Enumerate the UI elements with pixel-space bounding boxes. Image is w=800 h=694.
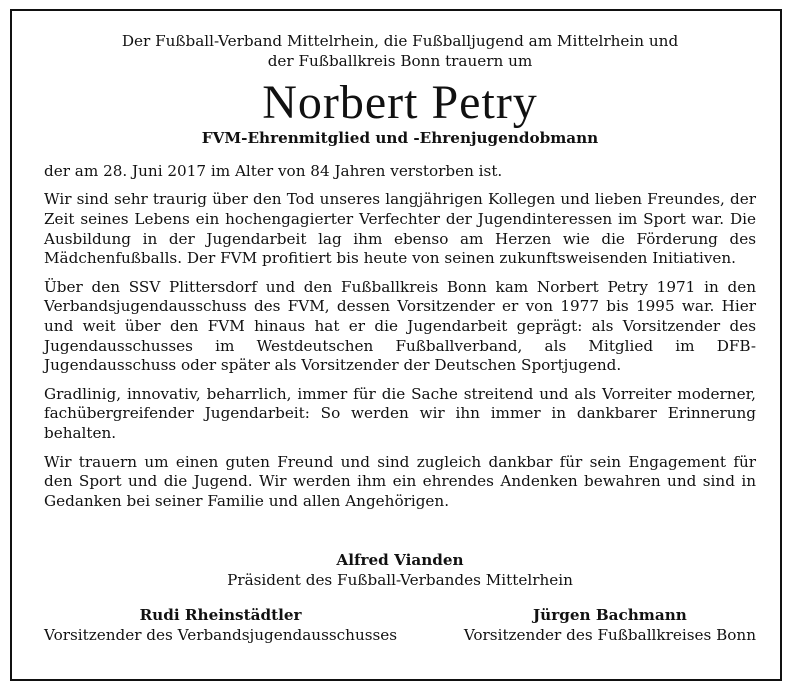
paragraph-tribute: Wir sind sehr traurig über den Tod unseres langjährigen Kollegen und lieben Freundes, der Zeit seines Lebens ein hochengagierter Verfechter der Jugendinteressen im Sport war. Die Ausbildung in der Jugendarbeit lag ihm ebenso am Herzen wie die Förderung des Mädchenfußballs. Der FVM profitiert bis heute von seinen zukunftsweisenden Initiativen. bbox=[44, 190, 756, 268]
signature-right-role: Vorsitzender des Fußballkreises Bonn bbox=[463, 626, 756, 645]
intro-line-1: Der Fußball-Verband Mittelrhein, die Fußballjugend am Mittelrhein und bbox=[121, 32, 679, 50]
signature-right bbox=[464, 606, 756, 645]
signature-main-name: Alfred Vianden bbox=[336, 551, 464, 570]
signature-main bbox=[44, 551, 756, 590]
intro-line-2: der Fußballkreis Bonn trauern um bbox=[267, 51, 533, 70]
signature-main-role: Präsident des Fußball-Verbandes Mittelrhein bbox=[227, 570, 573, 589]
deceased-title: FVM-Ehrenmitglied und -Ehrenjugendobmann bbox=[201, 129, 599, 148]
paragraph-career: Über den SSV Plittersdorf und den Fußballkreis Bonn kam Norbert Petry 1971 in den Verbandsjugendausschuss des FVM, dessen Vorsitzender er von 1977 bis 1995 war. Hier und weit über den FVM hinaus hat er die Jugendarbeit geprägt: als Vorsitzender des Jugendausschusses im Westdeutschen Fußballverband, als Mitglied im DFB-Jugendausschuss oder später als Vorsitzender der Deutschen Sportjugend. bbox=[44, 277, 756, 375]
paragraph-remembrance: Gradlinig, innovativ, beharrlich, immer für die Sache streitend und als Vorreiter moderner, fachübergreifender Jugendarbeit: So werden wir ihn immer in dankbarer Erinnerung behalten. bbox=[44, 384, 756, 442]
signature-left-role: Vorsitzender des Verbandsjugendausschusses bbox=[44, 626, 398, 645]
deceased-name: Norbert Petry bbox=[262, 76, 538, 130]
intro-text bbox=[44, 32, 756, 71]
paragraph-mourning: Wir trauern um einen guten Freund und sind zugleich dankbar für sein Engagement für den Sport und die Jugend. Wir werden ihm ein ehrendes Andenken bewahren und sind in Gedanken bei seiner Familie und allen Angehörigen. bbox=[44, 452, 756, 510]
signature-row bbox=[44, 606, 756, 645]
obituary-content bbox=[44, 32, 756, 646]
signature-left bbox=[44, 606, 397, 645]
signature-left-name: Rudi Rheinstädtler bbox=[139, 606, 302, 625]
signature-right-name: Jürgen Bachmann bbox=[533, 606, 687, 625]
paragraph-death-date: der am 28. Juni 2017 im Alter von 84 Jahren verstorben ist. bbox=[44, 161, 503, 180]
